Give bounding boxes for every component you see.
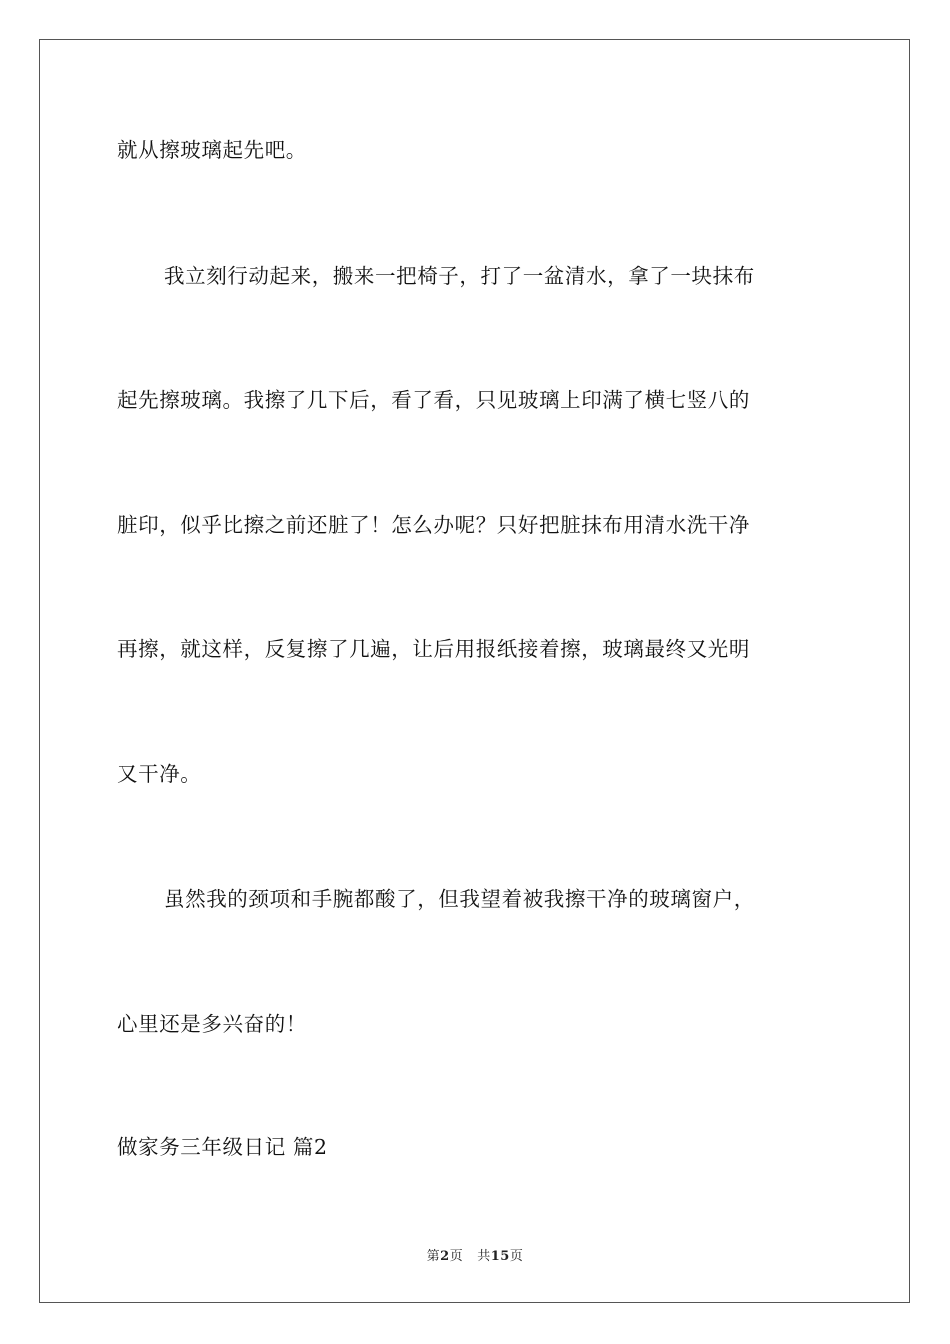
total-prefix: 共 xyxy=(477,1249,491,1264)
page-suffix: 页 xyxy=(449,1249,464,1264)
page-total: 15 xyxy=(490,1249,510,1264)
text-line-1: 就从擦玻璃起先吧。 xyxy=(117,138,307,162)
text-line-4: 脏印，似乎比擦之前还脏了！怎么办呢？只好把脏抹布用清水洗干净 xyxy=(117,513,750,537)
page-border xyxy=(39,39,910,1303)
text-line-5: 再擦，就这样，反复擦了几遍，让后用报纸接着擦，玻璃最终又光明 xyxy=(117,637,750,661)
total-suffix: 页 xyxy=(509,1249,524,1264)
text-line-2: 我立刻行动起来，搬来一把椅子，打了一盆清水，拿了一块抹布 xyxy=(164,264,755,288)
page-prefix: 第 xyxy=(426,1249,441,1264)
section-heading: 做家务三年级日记 篇2 xyxy=(117,1135,328,1159)
page-footer xyxy=(0,1248,950,1266)
text-line-3: 起先擦玻璃。我擦了几下后，看了看，只见玻璃上印满了横七竖八的 xyxy=(117,388,750,412)
text-line-8: 心里还是多兴奋的！ xyxy=(117,1012,307,1036)
text-line-7: 虽然我的颈项和手腕都酸了，但我望着被我擦干净的玻璃窗户， xyxy=(164,887,755,911)
text-line-6: 又干净。 xyxy=(117,762,202,786)
page-current: 2 xyxy=(440,1249,450,1264)
